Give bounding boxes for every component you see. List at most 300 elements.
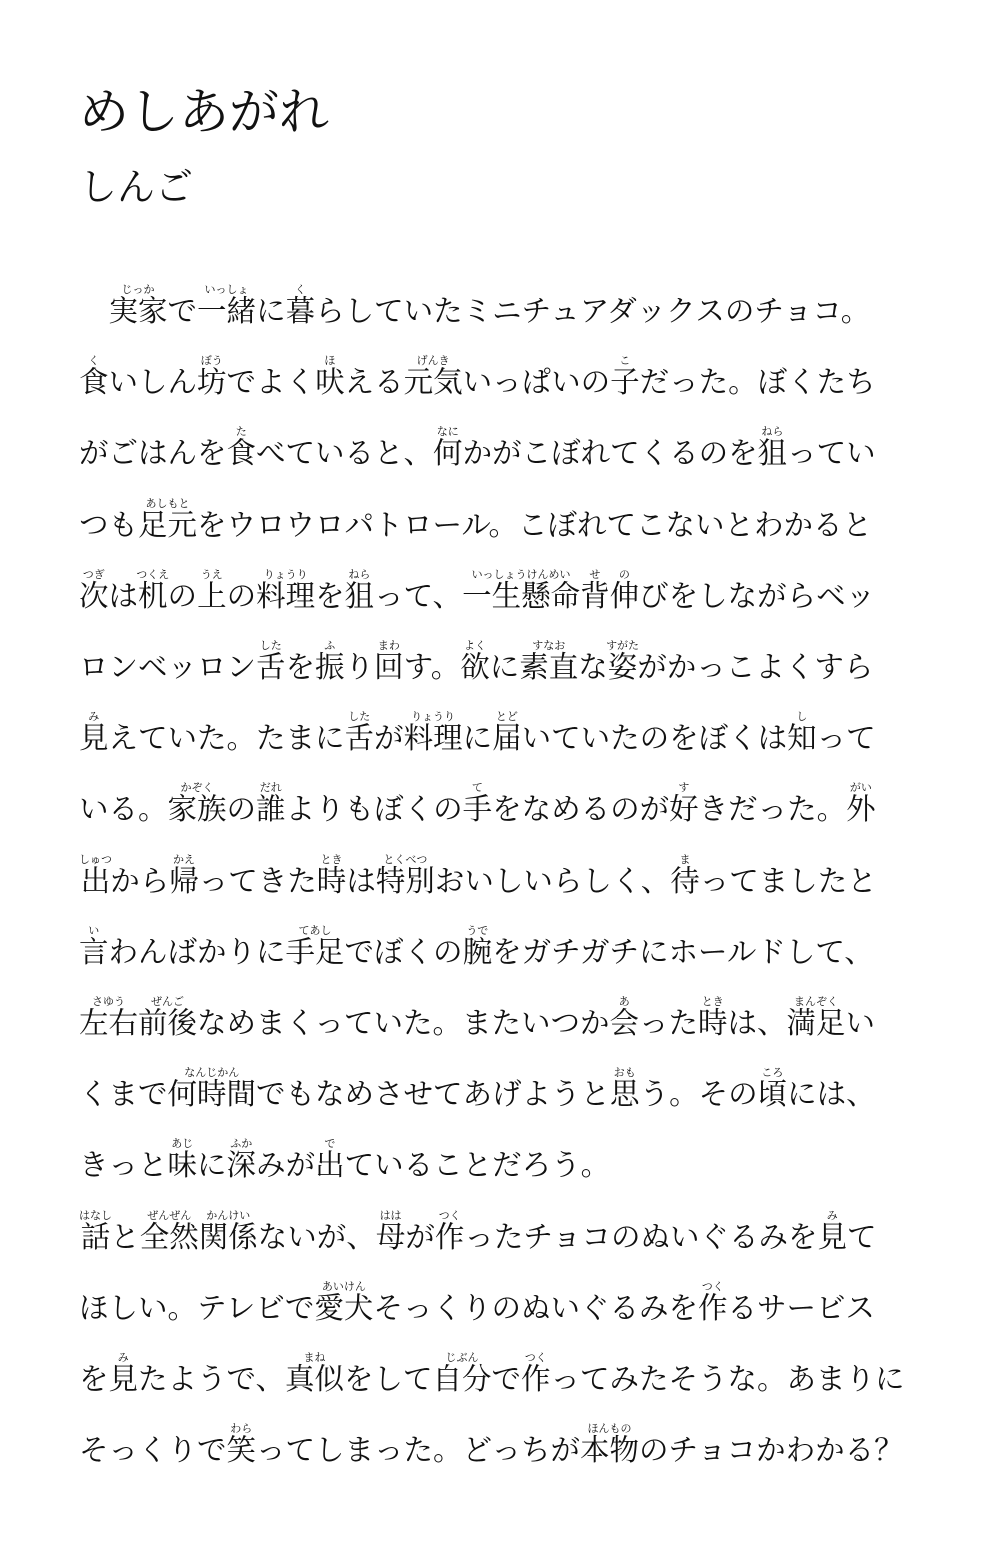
ruby-base: 実家 xyxy=(108,294,168,328)
text-line xyxy=(79,425,876,471)
ruby-base: 狙 xyxy=(757,436,788,471)
ruby-base: 出 xyxy=(315,1148,345,1183)
text-run: で xyxy=(167,294,198,328)
text-run: そっくりのぬいぐるみを xyxy=(373,1290,698,1325)
furigana-word xyxy=(670,852,700,898)
ruby-reading: とくべつ xyxy=(375,852,435,866)
ruby-base: 母 xyxy=(375,1219,406,1254)
furigana-word xyxy=(697,995,728,1040)
furigana-word xyxy=(79,567,109,613)
ruby-base: 前後 xyxy=(138,1006,198,1040)
text-run: ないが、 xyxy=(257,1219,376,1254)
text-run: の xyxy=(167,578,198,613)
ruby-reading: なんじかん xyxy=(167,1066,257,1080)
text-run: をなめるのが xyxy=(492,792,670,827)
text-run: に xyxy=(256,294,286,328)
ruby-reading: ふ xyxy=(315,639,345,652)
furigana-word xyxy=(136,567,170,613)
ruby-base: 伸 xyxy=(609,578,640,613)
ruby-base: 出 xyxy=(79,863,112,898)
text-run: が xyxy=(405,1219,435,1254)
text-run: をして xyxy=(343,1362,433,1396)
ruby-base: 振 xyxy=(315,650,345,684)
furigana-word xyxy=(462,781,493,827)
text-run: をガチガチにホールドして、 xyxy=(492,934,874,969)
ruby-reading: すがた xyxy=(606,639,640,652)
ruby-reading: せ xyxy=(580,567,610,581)
furigana-word xyxy=(462,923,493,969)
furigana-word xyxy=(757,1066,788,1112)
furigana-word xyxy=(167,1137,198,1183)
text-line xyxy=(79,995,876,1040)
furigana-word xyxy=(226,1137,257,1183)
furigana-word xyxy=(344,567,375,613)
ruby-base: 見 xyxy=(79,721,109,756)
ruby-reading: く xyxy=(285,283,316,296)
text-line xyxy=(79,1351,905,1396)
story-title: めしあがれ xyxy=(79,83,329,141)
ruby-reading: まわ xyxy=(374,639,404,652)
ruby-reading: あ xyxy=(609,995,639,1008)
ruby-base: 時 xyxy=(316,863,347,898)
ruby-reading: とき xyxy=(697,995,728,1008)
ruby-base: 欲 xyxy=(460,650,490,684)
text-run: だった。ぼくたち xyxy=(639,365,876,400)
ruby-reading: あいけん xyxy=(314,1279,374,1293)
ruby-reading: つくえ xyxy=(136,567,170,581)
text-run: えていた。たまに xyxy=(108,721,345,756)
ruby-base: 時 xyxy=(697,1006,728,1040)
ruby-base: 何時間 xyxy=(167,1077,257,1112)
ruby-reading: で xyxy=(315,1137,345,1151)
text-run: に xyxy=(462,721,493,756)
furigana-word xyxy=(315,354,345,400)
author-name: しんご xyxy=(79,165,194,209)
text-run: よりもぼくの xyxy=(285,792,463,827)
furigana-word xyxy=(610,354,640,400)
furigana-word xyxy=(434,1208,465,1254)
ruby-base: 舌 xyxy=(344,721,375,756)
ruby-base: 思 xyxy=(610,1077,640,1112)
text-run: いる。 xyxy=(79,792,168,827)
ruby-reading: はは xyxy=(375,1208,406,1222)
ruby-reading: こ xyxy=(610,354,640,368)
ruby-base: 左右 xyxy=(79,1006,139,1040)
ruby-reading: とき xyxy=(316,852,347,866)
ruby-reading: い xyxy=(79,923,109,937)
text-run: べていると、 xyxy=(256,436,434,471)
text-run: って、 xyxy=(374,578,463,613)
text-run: が xyxy=(374,721,404,756)
text-run: がかっこよくすら xyxy=(637,650,874,684)
ruby-base: 作 xyxy=(697,1290,728,1325)
text-line xyxy=(79,1137,611,1183)
ruby-base: 作 xyxy=(434,1219,465,1254)
text-run: で xyxy=(491,1362,522,1396)
ruby-reading: つく xyxy=(697,1279,728,1293)
ruby-reading: ほんもの xyxy=(579,1422,639,1436)
ruby-reading: した xyxy=(344,710,375,724)
ruby-base: 見 xyxy=(817,1219,847,1254)
ruby-base: 素直 xyxy=(519,650,579,684)
furigana-word xyxy=(197,354,227,400)
text-run: のチョコかわかる？ xyxy=(638,1433,904,1468)
furigana-word xyxy=(108,1351,139,1396)
furigana-word xyxy=(79,923,109,969)
furigana-word xyxy=(285,283,316,328)
ruby-base: 笑 xyxy=(226,1433,257,1468)
furigana-word xyxy=(609,995,639,1040)
ruby-reading: す xyxy=(669,781,699,795)
furigana-word xyxy=(167,1066,257,1112)
text-run: い xyxy=(845,1006,876,1040)
ruby-reading: かんけい xyxy=(198,1208,258,1222)
ruby-base: 家族 xyxy=(167,792,227,827)
ruby-base: 次 xyxy=(79,578,109,613)
ruby-reading: ほ xyxy=(315,354,345,368)
furigana-word xyxy=(169,852,199,898)
text-run: らしていたミニチュアダックスのチョコ。 xyxy=(315,294,871,328)
text-run: を xyxy=(79,1362,109,1396)
text-run: いっぱいの xyxy=(462,365,611,400)
ruby-reading: てあし xyxy=(285,923,345,937)
text-run: ロンベッロン xyxy=(79,650,257,684)
text-run: を xyxy=(315,578,345,613)
furigana-word xyxy=(432,1351,492,1396)
ruby-reading: とど xyxy=(492,710,522,724)
text-run: に xyxy=(489,650,520,684)
ruby-reading: いっしょうけんめい xyxy=(462,567,581,581)
ruby-reading: はなし xyxy=(79,1208,112,1222)
ruby-reading: じぶん xyxy=(432,1351,492,1364)
text-run: ってきた xyxy=(198,863,317,898)
ruby-reading: く xyxy=(79,354,109,368)
ruby-reading: げんき xyxy=(403,354,463,368)
furigana-word xyxy=(108,283,168,328)
text-run: と xyxy=(110,1219,140,1254)
ruby-reading: つく xyxy=(434,1208,465,1222)
text-run: なめまくっていた。またいつか xyxy=(197,1006,610,1040)
text-run: は、 xyxy=(727,1006,787,1040)
text-run: かがこぼれてくるのを xyxy=(462,436,758,471)
ruby-base: 外 xyxy=(846,792,876,827)
furigana-word xyxy=(344,710,375,756)
furigana-word xyxy=(433,425,463,471)
furigana-word xyxy=(79,995,139,1040)
furigana-word xyxy=(460,639,490,684)
text-run: す。 xyxy=(403,650,461,684)
ruby-reading: あしもと xyxy=(138,496,198,510)
ruby-base: 話 xyxy=(79,1219,112,1254)
ruby-base: 料理 xyxy=(403,721,463,756)
ruby-reading: た xyxy=(226,425,257,439)
furigana-word xyxy=(314,1279,374,1325)
ruby-reading: ふか xyxy=(226,1137,257,1151)
furigana-word xyxy=(606,639,640,684)
ruby-base: 特別 xyxy=(375,863,435,898)
ruby-base: 背 xyxy=(580,578,610,613)
ruby-reading: ねら xyxy=(757,425,788,439)
text-run: ってい xyxy=(787,436,876,471)
text-run: びをしながらベッ xyxy=(639,578,876,613)
ruby-base: 元気 xyxy=(403,365,463,400)
text-run: の xyxy=(226,792,257,827)
furigana-word xyxy=(375,1208,406,1254)
text-run: て xyxy=(847,1219,877,1254)
furigana-word xyxy=(256,639,286,684)
ruby-base: 手 xyxy=(462,792,493,827)
text-run: みが xyxy=(256,1148,316,1183)
text-run: には、 xyxy=(787,1077,876,1112)
ruby-base: 食 xyxy=(79,365,109,400)
ruby-reading: なに xyxy=(433,425,463,439)
ruby-reading: うえ xyxy=(197,567,227,581)
furigana-word xyxy=(315,639,345,684)
text-run: って xyxy=(816,721,876,756)
text-run: ってしまった。どっちが xyxy=(256,1433,580,1468)
furigana-word xyxy=(226,425,257,471)
ruby-reading: いっしょ xyxy=(197,283,257,296)
ruby-reading: ま xyxy=(670,852,700,866)
text-line xyxy=(79,710,876,756)
furigana-word xyxy=(521,1351,551,1396)
ruby-base: 吠 xyxy=(315,365,345,400)
furigana-word xyxy=(403,354,463,400)
text-run: わんばかりに xyxy=(108,934,286,969)
ruby-base: 子 xyxy=(610,365,640,400)
ruby-reading: がい xyxy=(846,781,876,795)
furigana-word xyxy=(817,1208,847,1254)
ruby-reading: つぎ xyxy=(79,567,109,581)
text-line xyxy=(79,496,872,542)
furigana-word xyxy=(79,1208,112,1254)
ruby-base: 食 xyxy=(226,436,257,471)
text-run: は xyxy=(108,578,139,613)
ruby-base: 帰 xyxy=(169,863,199,898)
text-run: ってみたそうな。あまりに xyxy=(550,1362,905,1396)
text-run: いていたのをぼくは xyxy=(521,721,788,756)
text-run: な xyxy=(578,650,608,684)
ruby-base: 姿 xyxy=(606,650,640,684)
text-run: きだった。 xyxy=(698,792,847,827)
text-run: るサービス xyxy=(727,1290,875,1325)
text-line xyxy=(79,1208,877,1254)
furigana-word xyxy=(79,354,109,400)
text-run: をウロウロパトロール。こぼれてこないとわかると xyxy=(197,507,872,542)
furigana-word xyxy=(79,710,109,756)
ruby-base: 自分 xyxy=(432,1362,492,1396)
furigana-word xyxy=(138,995,198,1040)
text-line xyxy=(79,283,871,328)
furigana-word xyxy=(284,1351,344,1396)
furigana-word xyxy=(846,781,876,827)
text-run: ていることだろう。 xyxy=(344,1148,611,1183)
text-run xyxy=(79,294,109,328)
ruby-base: 上 xyxy=(197,578,227,613)
text-run: たようで、 xyxy=(138,1362,285,1396)
ruby-base: 何 xyxy=(433,436,463,471)
ruby-reading: かえ xyxy=(169,852,199,866)
ruby-base: 回 xyxy=(374,650,404,684)
furigana-word xyxy=(519,639,579,684)
ruby-reading: まね xyxy=(284,1351,344,1364)
furigana-word xyxy=(462,567,581,613)
text-run: でよく xyxy=(226,365,316,400)
ruby-base: 坊 xyxy=(197,365,227,400)
furigana-word xyxy=(669,781,699,827)
ruby-reading: み xyxy=(79,710,109,724)
furigana-word xyxy=(787,710,817,756)
furigana-word xyxy=(226,1422,257,1468)
ruby-reading: うで xyxy=(462,923,493,937)
furigana-word xyxy=(197,283,257,328)
ruby-base: 頃 xyxy=(757,1077,788,1112)
text-run: ったチョコのぬいぐるみを xyxy=(464,1219,818,1254)
ruby-base: 好 xyxy=(669,792,699,827)
furigana-word xyxy=(580,567,610,613)
ruby-base: 見 xyxy=(108,1362,139,1396)
furigana-word xyxy=(315,1137,345,1183)
furigana-word xyxy=(139,1208,199,1254)
ruby-reading: りょうり xyxy=(256,567,316,581)
ruby-reading: わら xyxy=(226,1422,257,1436)
ruby-reading: だれ xyxy=(256,781,286,795)
furigana-word xyxy=(138,496,198,542)
ruby-base: 狙 xyxy=(344,578,375,613)
text-run: ってましたと xyxy=(699,863,877,898)
furigana-word xyxy=(197,567,227,613)
ruby-reading: の xyxy=(609,567,640,581)
text-run: う。その xyxy=(639,1077,758,1112)
text-run: から xyxy=(110,863,170,898)
ruby-reading: しゅつ xyxy=(79,852,112,866)
text-run: り xyxy=(344,650,375,684)
text-run: がごはんを xyxy=(79,436,227,471)
text-run: を xyxy=(285,650,316,684)
ruby-base: 満足 xyxy=(786,1006,846,1040)
text-run: つも xyxy=(79,507,139,542)
text-line xyxy=(79,567,876,613)
ruby-reading: まんぞく xyxy=(786,995,846,1008)
furigana-word xyxy=(285,923,345,969)
furigana-word xyxy=(375,852,435,898)
ruby-reading: あじ xyxy=(167,1137,198,1151)
ruby-base: 待 xyxy=(670,863,700,898)
text-run: に xyxy=(197,1148,227,1183)
text-run: でもなめさせてあげようと xyxy=(256,1077,611,1112)
ruby-reading: み xyxy=(817,1208,847,1222)
furigana-word xyxy=(492,710,522,756)
ruby-reading: て xyxy=(462,781,493,795)
ruby-base: 作 xyxy=(521,1362,551,1396)
ruby-base: 舌 xyxy=(256,650,286,684)
text-line xyxy=(79,923,874,969)
ruby-reading: すなお xyxy=(519,639,579,652)
text-line xyxy=(79,1066,876,1112)
furigana-word xyxy=(757,425,788,471)
ruby-base: 全然 xyxy=(139,1219,199,1254)
text-line xyxy=(79,1422,904,1468)
ruby-base: 暮 xyxy=(285,294,316,328)
furigana-word xyxy=(79,852,112,898)
ruby-base: 腕 xyxy=(462,934,493,969)
ruby-base: 深 xyxy=(226,1148,257,1183)
text-run: いしん xyxy=(108,365,198,400)
ruby-reading: み xyxy=(108,1351,139,1364)
ruby-base: 味 xyxy=(167,1148,198,1183)
text-run: きっと xyxy=(79,1148,168,1183)
ruby-base: 足元 xyxy=(138,507,198,542)
ruby-reading: ぜんご xyxy=(138,995,198,1008)
ruby-base: 本物 xyxy=(579,1433,639,1468)
text-run: は xyxy=(346,863,376,898)
ruby-base: 愛犬 xyxy=(314,1290,374,1325)
ruby-base: 誰 xyxy=(256,792,286,827)
furigana-word xyxy=(697,1279,728,1325)
furigana-word xyxy=(403,710,463,756)
text-line xyxy=(79,852,877,898)
ruby-base: 料理 xyxy=(256,578,316,613)
ruby-base: 一緒 xyxy=(197,294,257,328)
ruby-base: 言 xyxy=(79,934,109,969)
text-line xyxy=(79,354,876,400)
furigana-word xyxy=(316,852,347,898)
ruby-base: 手足 xyxy=(285,934,345,969)
furigana-word xyxy=(374,639,404,684)
ruby-reading: つく xyxy=(521,1351,551,1364)
ruby-reading: かぞく xyxy=(167,781,227,795)
ruby-base: 知 xyxy=(787,721,817,756)
ruby-base: 届 xyxy=(492,721,522,756)
ruby-reading: し xyxy=(787,710,817,724)
text-line xyxy=(79,781,876,827)
ruby-reading: ぼう xyxy=(197,354,227,368)
text-run: った xyxy=(638,1006,698,1040)
ruby-reading: ぜんぜん xyxy=(139,1208,199,1222)
ruby-reading: じっか xyxy=(108,283,168,296)
text-run: くまで xyxy=(79,1077,168,1112)
ruby-reading: さゆう xyxy=(79,995,138,1008)
text-run: でぼくの xyxy=(344,934,463,969)
ruby-base: 机 xyxy=(136,578,170,613)
ruby-reading: よく xyxy=(460,639,490,652)
text-run: ほしい。テレビで xyxy=(79,1290,315,1325)
ruby-reading: りょうり xyxy=(403,710,463,724)
ruby-reading: した xyxy=(256,639,286,652)
ruby-base: 会 xyxy=(609,1006,639,1040)
furigana-word xyxy=(786,995,846,1040)
furigana-word xyxy=(610,1066,640,1112)
furigana-word xyxy=(256,567,316,613)
text-run: そっくりで xyxy=(79,1433,227,1468)
furigana-word xyxy=(167,781,227,827)
ruby-reading: ねら xyxy=(344,567,375,581)
text-run: おいしいらしく、 xyxy=(434,863,671,898)
furigana-word xyxy=(609,567,640,613)
ruby-reading: おも xyxy=(610,1066,640,1080)
ruby-base: 一生懸命 xyxy=(462,578,581,613)
furigana-word xyxy=(256,781,286,827)
text-line xyxy=(79,1279,875,1325)
ruby-base: 関係 xyxy=(198,1219,258,1254)
text-run: える xyxy=(344,365,404,400)
text-run: の xyxy=(226,578,257,613)
furigana-word xyxy=(579,1422,639,1468)
ruby-reading: ころ xyxy=(757,1066,788,1080)
ruby-base: 真似 xyxy=(284,1362,344,1396)
text-line xyxy=(79,639,874,684)
furigana-word xyxy=(198,1208,258,1254)
